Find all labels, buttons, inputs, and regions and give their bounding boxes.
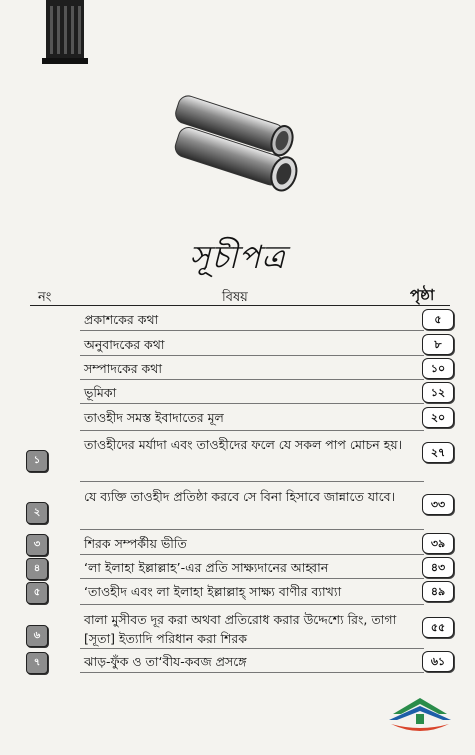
toc-entry-title: তাওহীদ সমস্ত ইবাদাতের মূল (84, 410, 224, 425)
chapter-number-badge: ১ (26, 450, 48, 472)
row-divider (80, 481, 424, 482)
page-number-badge: ২৭ (422, 442, 454, 463)
toc-row (18, 309, 458, 331)
page-number-badge: ১০ (422, 358, 454, 379)
toc-entry-title: অনুবাদকের কথা (84, 337, 165, 352)
chapter-number-badge: ৩ (26, 534, 48, 556)
publisher-logo (385, 694, 455, 736)
chapter-number-badge: ৭ (26, 652, 48, 674)
row-divider (80, 578, 424, 579)
page-number-badge: ৬১ (422, 651, 454, 672)
toc-entry-title: ‘তাওহীদ এবং লা ইলাহা ইল্লাল্লাহ্ সাক্ষ্য বাণীর ব্যাখ্যা (84, 584, 342, 599)
toc-entry-title: যে ব্যক্তি তাওহীদ প্রতিষ্ঠা করবে সে বিনা হিসাবে জান্নাতে যাবে। (84, 489, 396, 504)
toc-row (18, 486, 458, 530)
chapter-number-badge: ২ (26, 502, 48, 524)
chapter-number-badge: ৪ (26, 558, 48, 580)
row-divider (80, 330, 424, 331)
row-divider (80, 604, 424, 605)
toc-entry-title: ঝাড়-ফুঁক ও তা‘বীয-কবজ প্রসঙ্গে (84, 654, 247, 669)
toc-row (18, 609, 458, 649)
row-divider (80, 554, 424, 555)
binoculars-illustration (150, 92, 330, 202)
toc-row (18, 407, 458, 431)
toc-row (18, 533, 458, 555)
page-number-badge: ৩৩ (422, 494, 454, 515)
header-subject: বিষয় (222, 290, 248, 305)
header-rule (30, 305, 450, 306)
toc-entry-title: সম্পাদকের কথা (84, 361, 163, 376)
chapter-number-badge: ৫ (26, 582, 48, 604)
row-divider (80, 529, 424, 530)
row-divider (80, 379, 424, 380)
page-number-badge: ২০ (422, 407, 454, 428)
row-divider (80, 648, 424, 649)
page-number-badge: ৪৯ (422, 581, 454, 602)
page-number-badge: ৫৫ (422, 617, 454, 638)
toc-entry-title: তাওহীদের মর্যাদা এবং তাওহীদের ফলে যে সকল পাপ মোচন হয়। (84, 437, 403, 452)
column-emblem-icon (40, 0, 90, 66)
toc-entry-title: প্রকাশকের কথা (84, 312, 159, 327)
toc-entry-title: ভূমিকা (84, 385, 117, 400)
toc-row (18, 434, 458, 482)
toc-row (18, 382, 458, 404)
toc-row (18, 358, 458, 380)
toc-entry-title: বালা মুসীবত দূর করা অথবা প্রতিরোধ করার উদ্দেশ্যে রিং, তাগা [সূতা] ইত্যাদি পরিধান করা শিরক (84, 612, 397, 646)
toc-row (18, 334, 458, 356)
page-number-badge: ১২ (422, 382, 454, 403)
header-number: নং (38, 290, 52, 305)
page-number-badge: ৩৯ (422, 533, 454, 554)
row-divider (80, 355, 424, 356)
row-divider (80, 403, 424, 404)
page-number-badge: ৪৩ (422, 557, 454, 578)
toc-entry-title: শিরক সম্পর্কীয় ভীতি (84, 536, 187, 551)
toc-row (18, 581, 458, 605)
row-divider (80, 430, 424, 431)
page-number-badge: ৮ (422, 334, 454, 355)
header-page: পৃষ্ঠা (410, 286, 435, 304)
chapter-number-badge: ৬ (26, 625, 48, 647)
page-number-badge: ৫ (422, 309, 454, 330)
toc-row (18, 557, 458, 579)
toc-entry-title: ‘লা ইলাহা ইল্লাল্লাহ’-এর প্রতি সাক্ষ্যদানের আহ্বান (84, 560, 329, 575)
toc-title: সূচীপত্র (189, 238, 286, 276)
row-divider (80, 672, 424, 673)
toc-row (18, 651, 458, 673)
